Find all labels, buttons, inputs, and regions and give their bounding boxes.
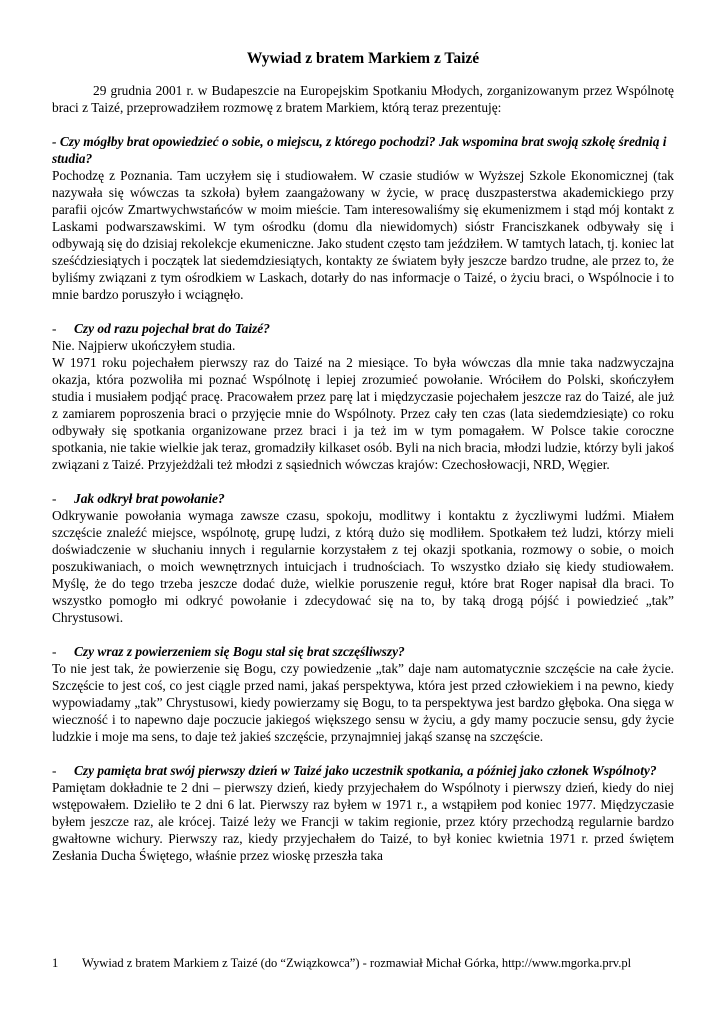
answer-5-paragraph-1: Pamiętam dokładnie te 2 dni – pierwszy dzień, kiedy przyjechałem do Wspólnoty i pierwszy dzień, kiedy do niej wstępowałem. Dzieliło te 2 dni 6 lat. Pierwszy raz byłem w 1971 r., a wstąpiłem pod koniec 1977. Międzyczasie byłem jeszcze raz, ale krócej. Taizé leży we Francji w takim regionie, przez który przechodzą regularnie bardzo gwałtowne wichury. Pierwszy raz, kiedy przyjechałem do Taizé, to był koniec kwietnia 1971 r. przed świętem Zesłania Ducha Świętego, właśnie przez wioskę przeszła taka xyxy=(52,780,674,863)
answer-1-paragraph-1: Pochodzę z Poznania. Tam uczyłem się i studiowałem. W czasie studiów w Wyższej Szkole Ekonomicznej (tak nazywała się wówczas ta szkoła) byłem zaangażowany w życie, w pracę duszpasterstwa akademickiego przy parafii ojców Zmartwychwstańców w moim mieście. Tam interesowaliśmy się ekumenizmem i stąd mój kontakt z Laskami podwarszawskimi. W tym ośrodku (domu dla niewidomych) sióstr Franciszkanek odbywały się i odbywają się do dzisiaj rekolekcje ekumeniczne. Jako student często tam jeździłem. W tamtych latach, tj. koniec lat sześćdziesiątych i początek lat siedemdziesiątych, kontakty ze światem były jeszcze bardzo trudne, ale przez to, że byliśmy związani z tym ośrodkiem w Laskach, dotarły do nas informacje o Taizé, o życiu braci, o Wspólnocie i to mnie bardzo poruszyło i wciągnęło. xyxy=(52,168,674,302)
question-text: Czy od razu pojechał brat do Taizé? xyxy=(74,321,270,336)
page-number: 1 xyxy=(52,956,59,970)
document-title: Wywiad z bratem Markiem z Taizé xyxy=(246,50,480,67)
question-dash: - xyxy=(52,321,57,336)
answer-2-paragraph-2: W 1971 roku pojechałem pierwszy raz do Taizé na 2 miesiące. To była wówczas dla mnie taka nadzwyczajna okazja, która pozwoliła mi poznać Wspólnotę i lepiej zrozumieć powołanie. Wróciłem do Polski, skończyłem studia i musiałem podjąć pracę. Pracowałem przez parę lat i międzyczasie pojechałem jeszcze raz do Taizé, ale już z zamiarem poproszenia braci o przyjęcie mnie do Wspólnoty. Przez cały ten czas (lata siedemdziesiąte) co roku odbywały się spotkania organizowane przez braci i ja też im w tym pomagałem. W Polsce takie coroczne spotkania, nie takie wielkie jak teraz, gromadziły kilkaset osób. Byli na nich bracia, młodzi ludzie, którzy byli jakoś związani z Taizé. Przyjeżdżali też młodzi z sąsiednich wówczas krajów: Czechosłowacji, NRD, Węgier. xyxy=(52,355,674,472)
question-2 xyxy=(52,320,674,337)
document-content xyxy=(52,50,674,864)
question-dash: - xyxy=(52,491,57,506)
question-dash: - xyxy=(52,134,57,149)
page-footer xyxy=(52,956,674,971)
question-5 xyxy=(52,762,674,779)
question-text: Czy pamięta brat swój pierwszy dzień w Taizé jako uczestnik spotkania, a później jako członek Wspólnoty? xyxy=(74,763,657,778)
question-3 xyxy=(52,490,674,507)
intro-paragraph: 29 grudnia 2001 r. w Budapeszcie na Europejskim Spotkaniu Młodych, zorganizowanym przez Wspólnotę braci z Taizé, przeprowadziłem rozmowę z bratem Markiem, którą teraz prezentuję: xyxy=(52,83,674,115)
question-dash: - xyxy=(52,644,57,659)
question-text: Jak odkrył brat powołanie? xyxy=(74,491,225,506)
question-4 xyxy=(52,643,674,660)
question-dash: - xyxy=(52,763,57,778)
question-text: Czy mógłby brat opowiedzieć o sobie, o miejscu, z którego pochodzi? Jak wspomina brat swoją szkołę średnią i studia? xyxy=(52,134,667,166)
answer-3-paragraph-1: Odkrywanie powołania wymaga zawsze czasu, spokoju, modlitwy i kontaktu z życzliwymi ludźmi. Miałem szczęście znaleźć miejsce, wspólnotę, grupę ludzi, z którą dużo się modliłem. Spotkałem też ludzi, którzy mieli doświadczenie w słuchaniu innych i regularnie korzystałem z tej okazji spotkania, rozmowy o sobie, o moich poszukiwaniach, o moich wewnętrznych intuicjach i trudnościach. To wszystko działo się kiedy studiowałem. Myślę, że do tego trzeba jeszcze dodać duże, wielkie poruszenie reguł, które brat Roger napisał dla braci. To wszystko pomogło mi odkryć powołanie i zdecydować się na to, by taką drogą pójść i powiedzieć „tak” Chrystusowi. xyxy=(52,508,674,625)
answer-4-paragraph-1: To nie jest tak, że powierzenie się Bogu, czy powiedzenie „tak” daje nam automatycznie szczęście na całe życie. Szczęście to jest coś, co jest ciągle przed nami, jakaś perspektywa, która jest przed człowiekiem i na pewno, kiedy wypowiadamy „tak” Chrystusowi, kiedy powierzamy się Bogu, to ta perspektywa jest bardzo głęboka. Ona sięga w wieczność i to napewno daje poczucie jakiegoś większego sensu w życiu, a gdy mamy poczucie sensu, gdy życie ludzkie i moje ma sens, to daje też jakieś szczęście, przynajmniej jakąś szansę na szczęście. xyxy=(52,661,674,744)
question-text: Czy wraz z powierzeniem się Bogu stał się brat szczęśliwszy? xyxy=(74,644,405,659)
footer-text: Wywiad z bratem Markiem z Taizé (do “Związkowca”) - rozmawiał Michał Górka, http://www.mgorka.prv.pl xyxy=(82,956,632,970)
answer-2-paragraph-1: Nie. Najpierw ukończyłem studia. xyxy=(52,338,236,353)
question-1 xyxy=(52,133,674,167)
